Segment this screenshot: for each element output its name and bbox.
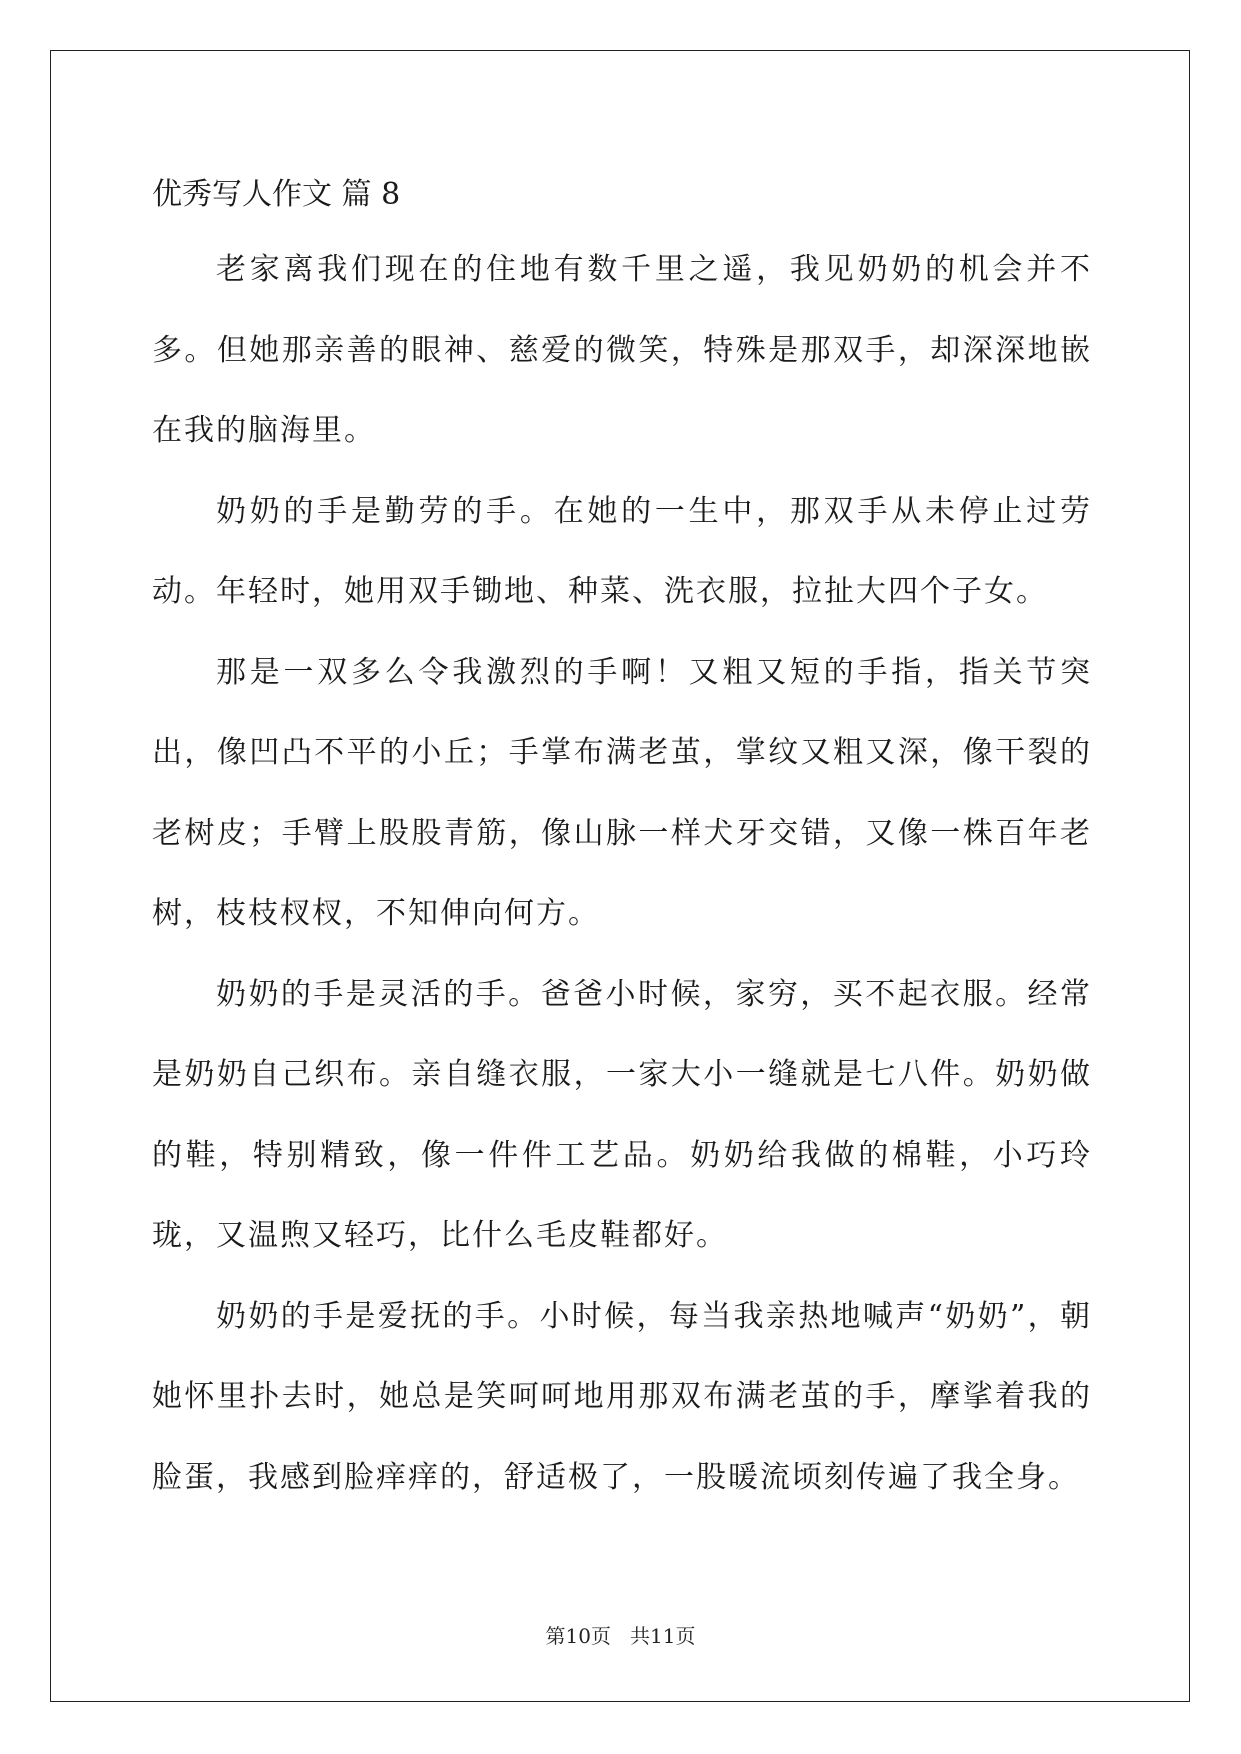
paragraph-1: 老家离我们现在的住地有数千里之遥，我见奶奶的机会并不多。但她那亲善的眼神、慈爱的微笑，特殊是那双手，却深深地嵌在我的脑海里。 <box>152 252 1092 448</box>
page-number-footer: 第10页 共11页 <box>545 1624 696 1648</box>
document-body <box>152 160 1092 1518</box>
paragraph-4: 奶奶的手是灵活的手。爸爸小时候，家穷，买不起衣服。经常是奶奶自己织布。亲自缝衣服，一家大小一缝就是七八件。奶奶做的鞋，特别精致，像一件件工艺品。奶奶给我做的棉鞋，小巧玲珑，又温煦又轻巧，比什么毛皮鞋都好。 <box>152 976 1092 1253</box>
essay-heading: 优秀写人作文 篇 8 <box>152 177 401 212</box>
paragraph-5: 奶奶的手是爱抚的手。小时候，每当我亲热地喊声“奶奶”，朝她怀里扑去时，她总是笑呵呵地用那双布满老茧的手，摩挲着我的脸蛋，我感到脸痒痒的，舒适极了，一股暖流顷刻传遍了我全身。 <box>152 1298 1092 1495</box>
paragraph-2: 奶奶的手是勤劳的手。在她的一生中，那双手从未停止过劳动。年轻时，她用双手锄地、种菜、洗衣服，拉扯大四个子女。 <box>152 493 1092 609</box>
paragraph-3: 那是一双多么令我激烈的手啊！又粗又短的手指，指关节突出，像凹凸不平的小丘；手掌布满老茧，掌纹又粗又深，像干裂的老树皮；手臂上股股青筋，像山脉一样犬牙交错，又像一株百年老树，枝枝杈杈，不知伸向何方。 <box>152 654 1092 931</box>
